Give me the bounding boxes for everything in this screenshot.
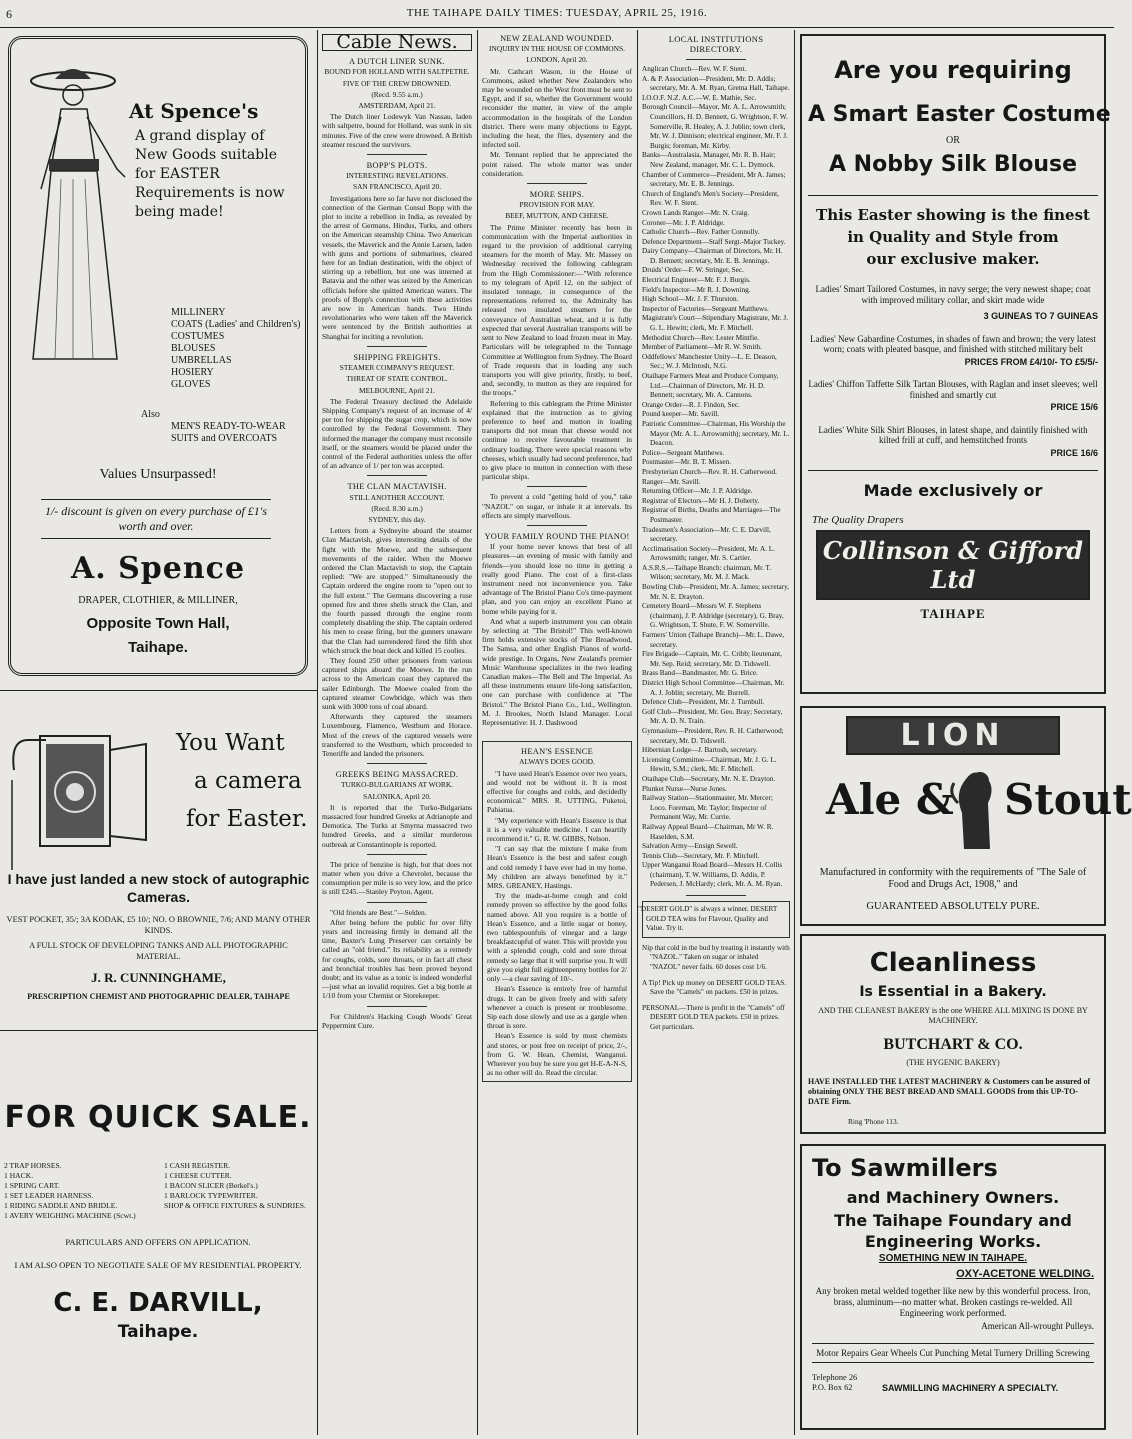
directory-entry: Druids' Order—F. W. Stringer, Sec. [642,266,744,275]
directory-entry: Chamber of Commerce—President, Mr A. James; secretary, Mr. E. B. Jennings. [642,170,786,189]
separator [527,486,587,487]
separator [527,183,587,184]
foundry-description: Any broken metal welded together like new by this wonderful process. Iron, brass, aluminum—no matter what. Broken castings re-welded. All Engineering work performed. [815,1286,1091,1318]
foundry-ad [800,1144,1106,1430]
costume-price: PRICES FROM £4/10/- TO £5/5/- [964,356,1098,367]
foundry-welding: OXY-ACETONE WELDING. [956,1268,1094,1280]
directory-entry: Acclimatisation Society—President, Mr. A. L. Arrowsmith; ranger, Mr. S. Cartier. [642,544,775,563]
story-body: Afterwards they captured the steamers Luxembourg, Flamenco, Westburn and Horace. Most of the crews of the captured vessels were transferred to the Westburn, which proceeded to Teneriffe and landed the prisoners. [322,712,472,759]
bakery-subhead: Is Essential in a Bakery. [859,984,1047,1000]
benzine-notice: The price of benzine is high, but that does not matter when you drive a Chevrolet, because the consumption per mile is so very low, and the price is still £245.—Stanley Peyton, Agent. [322,859,472,897]
camera-stock: I have just landed a new stock of autographic Cameras. [7,871,310,905]
costume-item: Ladies' New Gabardine Costumes, in shades of fawn and brown; the very latest worn; coats with pleated basque, and finished with stitched military belt [810,333,1096,354]
sale-headline: FOR QUICK SALE. [4,1100,312,1135]
directory-entry: Defence Club—President, Mr. J. Turnbull. [642,698,765,707]
camera-ad [6,700,311,1010]
sale-item: 1 CASH REGISTER. [164,1161,231,1170]
middle-column [482,32,632,1435]
separator [686,895,746,896]
sale-items [4,1161,312,1221]
directory-entry: A. & P. Association—President, Mr. D. Addis; secretary, Mr. A. M. Ryan, Gretna Hall, Taihape. [642,74,790,93]
directory-entry: Police—Sergeant Matthews. [642,448,725,457]
story-headline: SHIPPING FREIGHTS. [353,352,441,362]
costume-or: OR [946,135,960,146]
lion-product-stout: Stout [1004,775,1132,824]
received-time: (Recd. 8.30 a.m.) [371,503,423,513]
foundry-new: SOMETHING NEW IN TAIHAPE. [878,1253,1028,1264]
page-number: 6 [6,7,12,21]
sale-item: 1 SET LEADER HARNESS. [4,1191,94,1200]
foundry-headline-1: To Sawmillers [812,1154,998,1182]
directory-entry: Methodist Church—Rev. Lester Mintfie. [642,333,760,342]
heans-testimonial: "I have used Hean's Essence over two years, and would not be without it. It is most effective for coughs and colds, and decidedly economical." MRS. R. UTTING, Puketoi, Pahiatua. [487,768,627,815]
blouse-item: Ladies' White Silk Shirt Blouses, in latest shape, and daintily finished with kilted frill at cuff, and hemstitched fronts [818,424,1088,445]
column-rule [794,30,795,1435]
story-body: The Prime Minister recently has been in communication with the Imperial authorities in regard to the provision of additional carrying steamers for the month of May. Mr. Massey on Wednesday received the following cablegram from the High Commissioner:—"With reference to my telegram of April 12, on the subject of insulated tonnage, in consequence of the representations referred to, the Admiralty has released two insulated steamers for the conveyance of Australian wheat, and it is fully expected that several Australian transports will be sent to New Zealand to load frozen meat in May. Particulars will be telegraphed to the Tonnage Committee at Wellington from Sydney. The Board of Trade requests that in loading any such transports you will give priority, firstly, to beef, and, secondly, to mutton as they are required for the troops." [482,222,632,398]
story-headline: MORE SHIPS. [529,190,585,200]
directory-entry: Otaihape Farmers Meat and Produce Company, Ltd.—Chairman of Directors, Mr. H. D. Bennett; secretary, Mr. A. Cannons. [642,372,779,400]
directory-entry: Presbyterian Church—Rev. R. H. Catherwood. [642,467,777,476]
story-headline: GREEKS BEING MASSACRED. [335,770,459,780]
bakery-description: AND THE CLEANEST BAKERY is the one WHERE ALL MIXING IS DONE BY MACHINERY. [818,1006,1088,1025]
bakery-ad [800,934,1106,1134]
spence-intro: A grand display of New Goods suitable for EASTER Requirements is now being made! [135,128,285,220]
directory-entry: Plunket Nurse—Nurse Jones. [642,784,727,793]
directory-entry: Patriotic Committee—Chairman, His Worship the Mayor (Mr. A. L. Arrowsmith); secretary, Mr. L. Deacon. [642,419,790,448]
directory-entry: Church of England's Men's Society—President, Rev. W. F. Stent. [642,189,779,208]
masthead-title: THE TAIHAPE DAILY TIMES: TUESDAY, APRIL 25, 1916. [406,7,708,19]
directory-entry: Railway Appeal Board—Chairman, Mr W. R. Haselden, S.M. [642,822,774,841]
sale-item: 1 HACK. [4,1171,34,1180]
directory-entry: District High School Committee—Chairman, Mr. A. J. Joblin; secretary, Mr. Burrell. [642,679,785,697]
directory-entry: Oddfellows' Manchester Unity—L. E. Deason, Sec.; W. J. McIntosh, N.G. [642,352,777,371]
story-body: The Federal Treasury declined the Adelaide Shipping Company's request of an increase of 4/ per ton for shipping the sugar crop, which is now controlled by the Federal Government. They informed the manager the company must reconsile itself, or the steamers would be placed under the control of the Federal authorities unless the offer of an advance of 1/ per ton was accepted. [322,396,472,471]
directory-entry: Ranger—Mr. Savill. [642,477,701,486]
showing-line: in Quality and Style from [847,228,1059,246]
collinson-gifford-logo [816,530,1090,600]
story-subhead: FIVE OF THE CREW DROWNED. [342,78,452,88]
directory-entry: Salvation Army—Ensign Sewell. [642,842,738,851]
lion-product-ale: Ale & [826,775,954,824]
bakery-installed: HAVE INSTALLED THE LATEST MACHINERY & Customers can be assured of obtaining ONLY THE BEST BREAD AND SMALL GOODS from this UP-TO-DATE Firm. [808,1077,1091,1106]
costume-item: Ladies' Smart Tailored Costumes, in navy serge; the very newest shape; coat with improved military collar, and skirt made wide [815,284,1091,305]
sale-item: 1 SPRING CART. [4,1181,60,1190]
spence-headline: At Spence's [129,99,259,123]
desert-gold-personal: PERSONAL—There is profit in the "Camels" off DESERT GOLD TEA packets. £50 in prizes. Get particulars. [642,1003,785,1031]
directory-entry: Otaihape Club—Secretary, Mr. N. E. Drayton. [642,774,776,783]
directory-entry: Defence Department—Staff Sergt.-Major Tuckey. [642,237,786,246]
blouse-item: Ladies' Chiffon Taffette Silk Tartan Blouses, with Raglan and inset sleeves; well finished and smartly cut [808,379,1098,400]
lion-brand: LION [900,718,1006,753]
story-body: Mr. Tennant replied that he appreciated the point raised. The whole matter was under consideration. [482,150,632,178]
column-rule [477,30,478,1435]
showing-line: our exclusive maker. [866,250,1040,268]
foundry-headline-2: and Machinery Owners. [846,1188,1060,1207]
foundry-phone: Telephone 26 [812,1373,858,1382]
spence-trade: DRAPER, CLOTHIER, & MILLINER, [78,595,238,606]
story-subhead: BEEF, MUTTON, AND CHEESE. [505,211,609,221]
sale-item: 1 AVERY WEIGHING MACHINE (Scwt.) [4,1211,136,1220]
dateline: SYDNEY, this day. [368,514,426,524]
heans-body: Hean's Essence is entirely free of harmful drugs. It can be given freely and with safety whenever a couch is present or troublesome. Sip each dose slowly and use as a gargle when throat is sore. [487,984,627,1031]
received-time: (Recd. 9.55 a.m.) [371,89,423,99]
foundry-box: P.O. Box 62 [812,1383,853,1392]
column-rule [637,30,638,1435]
sale-item: SHOP & OFFICE FIXTURES & SUNDRIES. [164,1201,306,1210]
directory-entry: Banks—Australasia, Manager, Mr. R. B. Hair; New Zealand, manager, Mr. C. L. Dymock. [642,151,776,169]
story-body: It is reported that the Turko-Bulgarians massacred four hundred Greeks at Adrianople and Demotica. The Turks at Smyrna massacred two hundred Greeks, and a similar murderous outbreak at Constantinople is reported. [322,802,472,849]
spence-town: Taihape. [128,639,188,656]
story-headline: THE CLAN MACTAVISH. [347,482,447,492]
lion-ale-ad [800,706,1132,926]
costume-headline-1: Are you requiring [834,56,1072,84]
spence-name: A. Spence [70,551,246,586]
story-body: And what a superb instrument you can obtain by selecting at "The Bristol!" This well-known firm holds extensive stocks of The Broadwood, The Samsa, and other English Pianos of world-wide prestige. In Organs, New Zealand's premier Music Warehouse specializes in the two leading Canadian makes—The Bell and The Imperial. As all these instruments ensure life-long satisfaction, one can purchase with confidence at "The Bristol." The Bristol Piano Co., Ltd., Wellington. M. J. Brookes, North Island Manager. Local Representative: H. J. Dashwood [482,616,632,728]
lady-illustration [21,59,131,379]
sale-item: 2 TRAP HORSES. [4,1161,62,1170]
separator [367,475,427,476]
directory-entry: I.O.O.F. N.Z. A.C.—W. E. Mathie, Sec. [642,93,757,102]
sale-town: Taihape. [117,1322,199,1342]
separator [367,902,427,903]
story-headline: BOPP'S PLOTS. [366,161,428,171]
story-subhead: INTERESTING REVELATIONS. [346,171,448,181]
camera-dealer-name: J. R. CUNNINGHAME, [91,970,226,985]
spence-item: BLOUSES [171,343,216,354]
sale-negotiate: I AM ALSO OPEN TO NEGOTIATE SALE OF MY RESIDENTIAL PROPERTY. [14,1260,302,1270]
directory-entry: Anglican Church—Rev. W. F. Stent. [642,65,747,73]
story-headline: A DUTCH LINER SUNK. [349,57,445,67]
showing-line: This Easter showing is the finest [816,206,1090,224]
heans-subhead: ALWAYS DOES GOOD. [519,757,595,767]
costume-price: 3 GUINEAS TO 7 GUINEAS [983,311,1098,321]
story-body: Mr. Cathcart Wason, in the House of Commons, asked whether New Zealanders who may be wounded on the West front must be sent to Egypt, and if so, whether the Government would reconsider the matter, in view of the ample accommodation in the hospitals of the London district. There were many objections to Egypt, including the heat, the flies, dysentery and the infected soil. [482,66,632,150]
camera-prices: VEST POCKET, 35/; 3A KODAK, £5 10/; NO. O BROWNIE, 7/6; AND MANY OTHER KINDS. [6,915,311,935]
cable-news-column [322,32,472,1435]
directory-entry: Registrar of Electors—Mr H. J. Doherty. [642,496,760,505]
directory-entry: Cemetery Board—Messrs W. F. Stephens (chairman), J. P. Aldridge (secretary), G. Bray, G. Wrightson, T. Shute, F. W. Somerville. [642,602,784,630]
separator [367,346,427,347]
quick-sale-ad [4,1100,312,1400]
directory-entry: High School—Mr. J. F. Thurston. [642,295,739,304]
sale-item: 1 BARLOCK TYPEWRITER. [164,1191,258,1200]
story-subhead: STILL ANOTHER ACCOUNT. [349,492,445,502]
heans-headline: HEAN'S ESSENCE [520,747,594,757]
story-body: They found 250 other prisoners from various captured ships aboard the Moewe. In the run across to the American coast they captured the sailer Edinburgh. The Moewe coaled from the captured steamer Cowbridge, which was then sunk with 3000 tons of coal aboard. [322,655,472,711]
directory-entry: Coroner—Mr. J. P. Aldridge. [642,218,725,227]
story-headline: YOUR FAMILY ROUND THE PIANO! [484,531,630,541]
sale-particulars: PARTICULARS AND OFFERS ON APPLICATION. [65,1237,251,1247]
story-subhead: THREAT OF STATE CONTROL. [346,374,448,384]
spence-item: UMBRELLAS [171,355,232,366]
heans-body: Try the made-at-home cough and cold remedy proven so effective by the good folks named above. All you require is a bottle of Hean's Essence, and a little sugar or honey, two tablespoonfuls of vinegar and a large breakfastcupful of water. This will provide you with a splendid cough, cold and sore throat remedy so large that it will surprise you. It will give you eight full eighteenpenny bottles for 2/ only —a clear saving of 10/-. [487,891,627,984]
masthead [0,4,1114,26]
foundry-headline-4: Engineering Works. [864,1232,1042,1251]
spence-ad [8,36,308,676]
blouse-price: PRICE 15/6 [1050,402,1098,412]
lion-brand-banner [846,716,1060,755]
quality-drapers: The Quality Drapers [812,514,904,526]
directory-entry: Tennis Club—Secretary, Mr. F. Mitchell. [642,851,760,860]
costume-headline-2: A Smart Easter Costume [808,102,1111,127]
dateline: AMSTERDAM, April 21. [358,101,436,111]
directory-entry: Upper Wanganui Road Board—Messrs H. Collis (chairman), T. W. Williams, D. Addis, P. Pedersen, J. McHardy; clerk, Mr. A. M. Ryan. [642,861,783,889]
ad-divider [0,690,317,691]
story-subhead: INQUIRY IN THE HOUSE OF COMMONS. [489,44,625,54]
spence-also-items: MEN'S READY-TO-WEAR SUITS and OVERCOATS [171,421,286,444]
camera-dealer-trade: PRESCRIPTION CHEMIST AND PHOTOGRAPHIC DEALER, TAIHAPE [27,992,290,1001]
story-subhead: TURKO-BULGARIANS AT WORK. [340,780,454,790]
directory-entry: Licensing Committee—Chairman, Mr. J. G. L. Hewitt, S.M.; clerk, Mr. F. Mitchell. [642,755,777,774]
directory-entry: Postmaster—Mr. B. T. Missen. [642,458,731,467]
spence-item: HOSIERY [171,367,214,378]
story-body: Investigations here so far have not disclosed the connection of the German Consul Bopp with the plot to incite a rebellion in India, as revealed by the arrest of Germans, Hindus, Turks, and others on the American steamship China. Two American vessels, the Maverick and the Annie Larsen, laden with guns and portions of submarines, cleared here for an Indian destination, with the object of stirring up a rebellion, but one was interned at Batavia and the other was seized by the American officials before she quitted American waters. The proofs of Bopp's connection with these activities are now in American hands. Two Hindu revolutionaries who were taken off the Maverick were sentenced by the British authorities at Shanghai for inciting a revolution. [322,193,472,341]
baxter-notice: After being before the public for over fifty years and increasing firmly in demand all the time, Baxter's Lung Preserver can certainly be called an "old friend." Its reliability as a remedy for coughs, colds, sore throats, or in fact all chest and bronchial troubles has been proved beyond doubt; and its value as a tonic is indeed wonderful—just what an invalid requires. Get a big bottle at 1/10 from your Chemist or Storekeeper. [322,917,472,1001]
camera-headline-1: You Want [176,730,285,756]
foundry-services: Motor Repairs Gear Wheels Cut Punching Metal Turnery Drilling Screwing [812,1343,1094,1363]
separator [367,1006,427,1007]
directory-entry: Inspector of Factories—Sergeant Matthews. [642,304,769,313]
spence-also: Also [141,409,160,420]
directory-title: LOCAL INSTITUTIONS DIRECTORY. [668,34,764,54]
sale-item: 1 CHEESE CUTTER. [164,1171,232,1180]
lion-guaranteed: GUARANTEED ABSOLUTELY PURE. [866,901,1040,912]
foundry-specialty: SAWMILLING MACHINERY A SPECIALTY. [882,1383,1059,1393]
camera-headline-2: a camera [194,768,302,794]
cable-news-title: Cable News. [322,34,472,51]
lion-icon [944,763,1004,853]
spence-address: Opposite Town Hall, [86,615,230,632]
story-body: If your home never knows that best of all pleasures—an evening of music with family and friends—you should lose no time in getting a really good Piano. The cost of a first-class instrument need not inconvenience you. Take advantage of The Bristol Piano Co's time-payment plan, and you can enjoy an excellent Piano at home while paying for it. [482,542,632,616]
heans-testimonial: "My experience with Hean's Essence is that it is a very valuable medicine. I can heartily recommend it." G. R. W. GIBBS, Nelson. [487,815,627,844]
ad-divider [0,1030,317,1031]
directory-entry: Fire Brigade—Captain, Mr. C. Cribb; lieutenant, Mr. Sep. Reid; secretary, Mr. D. Tidswell. [642,650,782,668]
bakery-name: BUTCHART & CO. [883,1036,1023,1053]
spence-item: MILLINERY [171,307,226,318]
story-headline: NEW ZEALAND WOUNDED. [500,34,614,43]
collinson-town: TAIHAPE [920,606,986,621]
separator [527,525,587,526]
directory-entry: Orange Order—R. J. Findon, Sec. [642,400,740,409]
directory-entry: Farmers' Union (Taihape Branch)—Mr. L. Dawe, secretary. [642,631,785,649]
directory-entry: Gymnasium—President, Rev. R. H. Catherwood; secretary, Mr. D. Tidswell. [642,726,784,745]
ad-rule [808,470,1098,471]
made-exclusively: Made exclusively or [863,481,1043,500]
heans-body: Hean's Essence is sold by most chemists and stores, or post free on receipt of price, 2/-, from G. W. Hean, Chemist, Wanganui. Wherever you buy be sure you get H-E-A-N-S, as no other will do. Read the circular. [487,1031,627,1078]
sale-name: C. E. DARVILL, [53,1288,263,1318]
heans-essence-ad [482,741,632,1082]
dateline: LONDON, April 20. [526,55,588,65]
spence-discount: 1/- discount is given on every purchase of £1's worth and over. [41,499,271,539]
directory-entry: Pound keeper—Mr. Savill. [642,410,720,419]
costume-headline-3: A Nobby Silk Blouse [828,152,1078,177]
nazol-notice: Nip that cold in the bud by treating it instantly with "NAZOL." Taken on sugar or inhaled "NAZOL" never fails. 60 doses cost 1/6. [642,943,790,972]
directory-entry: Crown Lands Ranger—Mr. N. Craig. [642,208,750,217]
spence-item: COATS (Ladies' and Children's) [171,319,301,330]
directory-entry: Field's Inspector—Mr R. J. Downing. [642,285,751,294]
spence-item: COSTUMES [171,331,225,342]
desert-gold-tip: A Tip! Pick up money on DESERT GOLD TEAS. Save the "Camels" on packets. £50 in prizes. [642,978,787,997]
heans-testimonial: "I can say that the mixture I make from Hean's Essence is the best and safest cough and cold remedy I have ever had in my home. My children are always benefitted by it." MRS. GREANEY, Hastings. [487,844,627,891]
directory-entry: Hibernian Lodge—J. Bartosh, secretary. [642,746,758,755]
separator [367,154,427,155]
separator [686,59,746,60]
dateline: MELBOURNE, April 21. [359,385,435,395]
sale-item: 1 RIDING SADDLE AND BRIDLE. [4,1201,118,1210]
bakery-tag: (THE HYGENIC BAKERY) [906,1058,1000,1067]
story-subhead: BOUND FOR HOLLAND WITH SALTPETRE. [324,67,470,77]
collinson-gifford-ad [800,34,1111,694]
directory-column [638,32,790,1435]
camera-headline-3: for Easter. [186,806,308,832]
hacking-cough-notice: For Children's Hacking Cough Woods' Great Peppermint Cure. [322,1011,472,1030]
spence-item: GLOVES [171,379,211,390]
directory-entry: Electrical Engineer—Mr. F. J. Burgis. [642,276,751,285]
directory-entry: Railway Station—Stationmaster, Mr. Mercer; Loco. Foreman, Mr. Taylor; Inspector of Permanent Way, Mr. Currie. [642,794,773,822]
spence-values: Values Unsurpassed! [99,467,217,482]
directory-entry: Member of Parliament—Mr R. W. Smith. [642,343,762,352]
dateline: SALONIKA, April 20. [363,791,431,801]
nazol-notice: To prevent a cold "getting hold of you," take "NAZOL" on sugar, or inhale it at intervals. Its effects are simply marvellous. [482,492,632,520]
story-body: Letters from a Sydneyite aboard the steamer Clan Mactavish, gives interesting details of the fight with the Moewe, and the subsequent movements of the raider. When the Moewe ordered the Clan Mactavish to stop, the Captain replied: "We are stopped." Simultaneously the Captain ordered the engine room to "open out to the full extent." The Germans discovering a ruse opened fire and three shells struck the Clan, and the fourth passed through the engine room completely disabling the ship. The captain ordered his men to cease firing, but the gunners unaware that the Clan had surrendered fired the fifth shot which struck the boat deck and killed 15 coolies. [322,526,472,655]
lion-description: Manufactured in conformity with the requirements of "The Sale of Food and Drugs Act, 1908," and [819,867,1087,890]
collinson-gifford-name: Collinson & Gifford Ltd [822,536,1084,594]
directory-entry: Borough Council—Mayor, Mr. A. L. Arrowsmith; Councillors, H. D. Bennett, G. Wrightson, F. W. Somerville, R. Healey, A. J. Joblin; town clerk, Mr. W. J. Dinnison; electrical engineer, Mr. F. J. Burgis; foreman, Mr. Kirby. [642,103,788,150]
foundry-pulleys: American All-wrought Pulleys. [981,1321,1094,1331]
bakery-headline: Cleanliness [869,948,1037,978]
dateline: SAN FRANCISCO, April 20. [352,182,442,192]
desert-gold-notice: "DESERT GOLD" is always a winner. DESERT GOLD TEA wins for Flavour, Quality and Value. Try it. [642,901,790,938]
story-body: Referring to this cablegram the Prime Minister explained that the instruction as to giving preference to beef and mutton in loading transports did not mean that cheese would not continue to receive favourable treatment in ordinary loading. There were special reasons why cheeses, which usually had second preference, had to give place to mutton in connection with these particular ships. [482,398,632,482]
directory-entry: Dairy Company—Chairman of Directors, Mr. H. D. Bennett; secretary, Mr. E. B. Jennings. [642,247,783,265]
baxter-quote: "Old friends are Best."—Selden. [330,907,427,917]
directory-entry: Bowling Club—President, Mr. A. James; secretary, Mr. N. E. Drayton. [642,583,790,601]
directory-entry: A.S.R.S.—Taihape Branch: chairman, Mr. T. Wilson; secretary, Mr. M. J. Mack. [642,563,772,582]
masthead-rule [0,27,1114,28]
ad-rule [808,195,1098,196]
camera-full-stock: A FULL STOCK OF DEVELOPING TANKS AND ALL PHOTOGRAPHIC MATERIAL. [29,941,288,961]
story-subhead: STEAMER COMPANY'S REQUEST. [339,363,455,373]
camera-illustration [6,720,156,880]
directory-entry: Magistrate's Court—Stipendiary Magistrate, Mr. J. G. L. Hewitt; clerk, Mr. F. Mitchell. [642,314,789,333]
bakery-phone: Ring 'Phone 113. [848,1117,899,1126]
directory-entry: Catholic Church—Rev. Father Connolly. [642,228,760,237]
directory-entry: Tradesmen's Association—Mr. C. E. Darvill, secretary. [642,525,771,544]
separator [367,763,427,764]
story-body: The Dutch liner Lodewyk Van Nassau, laden with saltpetre, bound for Holland, was sunk in six minutes. Five of the crew were drowned. A British steamer rescued the survivors. [322,112,472,149]
directory-entry: Registrar of Births, Deaths and Marriages—The Postmaster. [642,506,781,524]
sale-item: 1 BACON SLICER (Berkel's.) [164,1181,258,1190]
separator [367,854,427,855]
directory-entry: Returning Officer—Mr. J. P. Aldridge. [642,487,753,496]
story-subhead: PROVISION FOR MAY. [519,200,595,210]
blouse-price: PRICE 16/6 [1050,447,1098,458]
directory-entry: Brass Band—Bandmaster, Mr. G. Brice. [642,669,758,678]
foundry-headline-3: The Taihape Foundary and [834,1211,1072,1230]
directory-entries [642,65,790,890]
column-rule [317,30,318,1435]
directory-entry: Golf Club—President, Mr. Geo. Bray; Secretary, Mr. A. D. N. Train. [642,707,783,726]
